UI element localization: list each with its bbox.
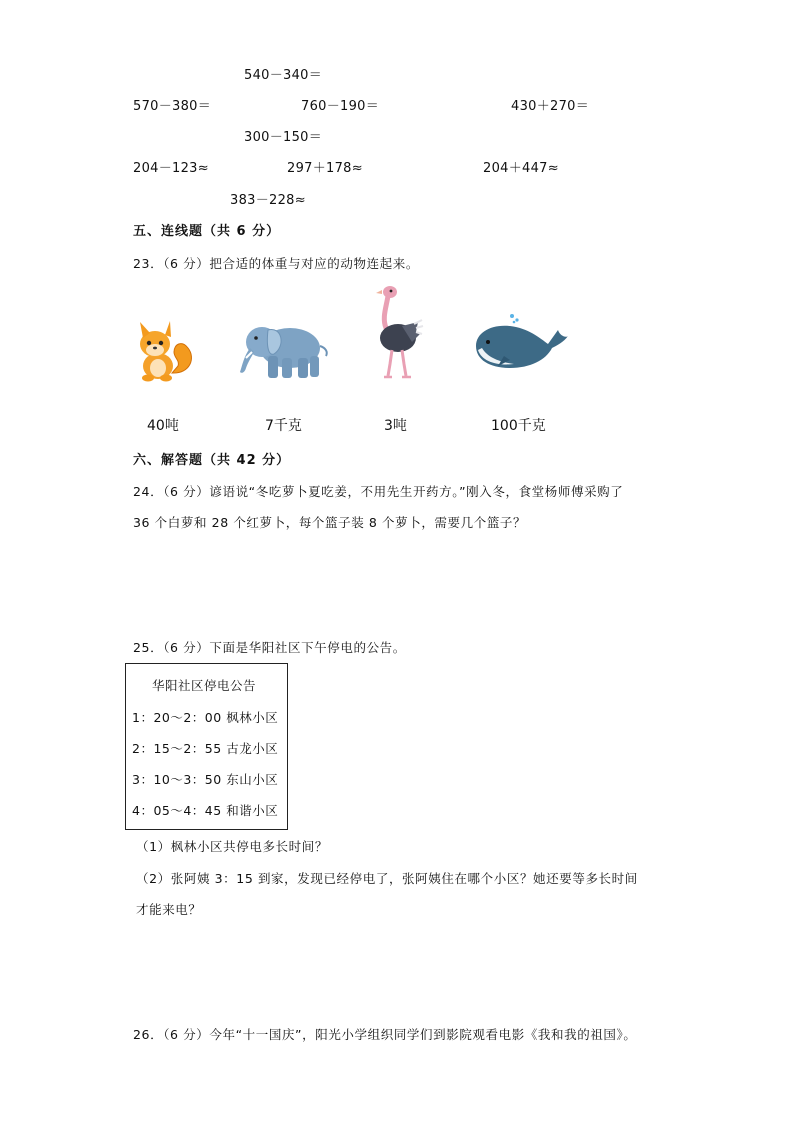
weight-option-1: 40吨: [147, 418, 179, 434]
question-25-sub-2-line-1: （2）张阿姨 3：15 到家，发现已经停电了，张阿姨住在哪个小区？她还要等多长时间: [136, 871, 638, 886]
whale-image: [470, 312, 570, 376]
elephant-image: [236, 316, 330, 382]
notice-title: 华阳社区停电公告: [152, 678, 257, 693]
power-outage-notice: [125, 663, 288, 830]
expression-540-340: 540－340＝: [244, 68, 323, 83]
expression-570-380: 570－380＝: [133, 99, 212, 114]
section-title-answers: 六、解答题（共 42 分）: [133, 453, 291, 468]
notice-row: 3：10～3：50 东山小区: [132, 772, 279, 787]
question-25-text: 25．（6 分）下面是华阳社区下午停电的公告。: [133, 640, 406, 655]
weight-option-2: 7千克: [265, 418, 302, 434]
weight-option-3: 3吨: [384, 418, 407, 434]
weight-option-4: 100千克: [491, 418, 546, 434]
notice-row: 1：20～2：00 枫林小区: [132, 710, 279, 725]
question-24-line-1: 24．（6 分）谚语说“冬吃萝卜夏吃姜，不用先生开药方。”刚入冬，食堂杨师傅采购了: [133, 484, 624, 499]
expression-204-123: 204－123≈: [133, 161, 209, 176]
notice-row: 2：15～2：55 古龙小区: [132, 741, 279, 756]
expression-297-178: 297＋178≈: [287, 161, 363, 176]
expression-204-447: 204＋447≈: [483, 161, 559, 176]
question-25-sub-2-line-2: 才能来电？: [136, 902, 202, 917]
question-26-text: 26．（6 分）今年“十一国庆”，阳光小学组织同学们到影院观看电影《我和我的祖国》。: [133, 1027, 637, 1042]
question-24-line-2: 36 个白萝和 28 个红萝卜，每个篮子装 8 个萝卜，需要几个篮子？: [133, 515, 527, 530]
section-title-matching: 五、连线题（共 6 分）: [133, 224, 281, 239]
expression-383-228: 383－228≈: [230, 193, 306, 208]
ostrich-image: [372, 284, 424, 380]
question-23-text: 23．（6 分）把合适的体重与对应的动物连起来。: [133, 256, 419, 271]
question-25-sub-1: （1）枫林小区共停电多长时间？: [136, 839, 328, 854]
squirrel-image: [130, 318, 196, 384]
notice-row: 4：05～4：45 和谐小区: [132, 803, 279, 818]
expression-760-190: 760－190＝: [301, 99, 380, 114]
expression-430-270: 430＋270＝: [511, 99, 590, 114]
expression-300-150: 300－150＝: [244, 130, 323, 145]
